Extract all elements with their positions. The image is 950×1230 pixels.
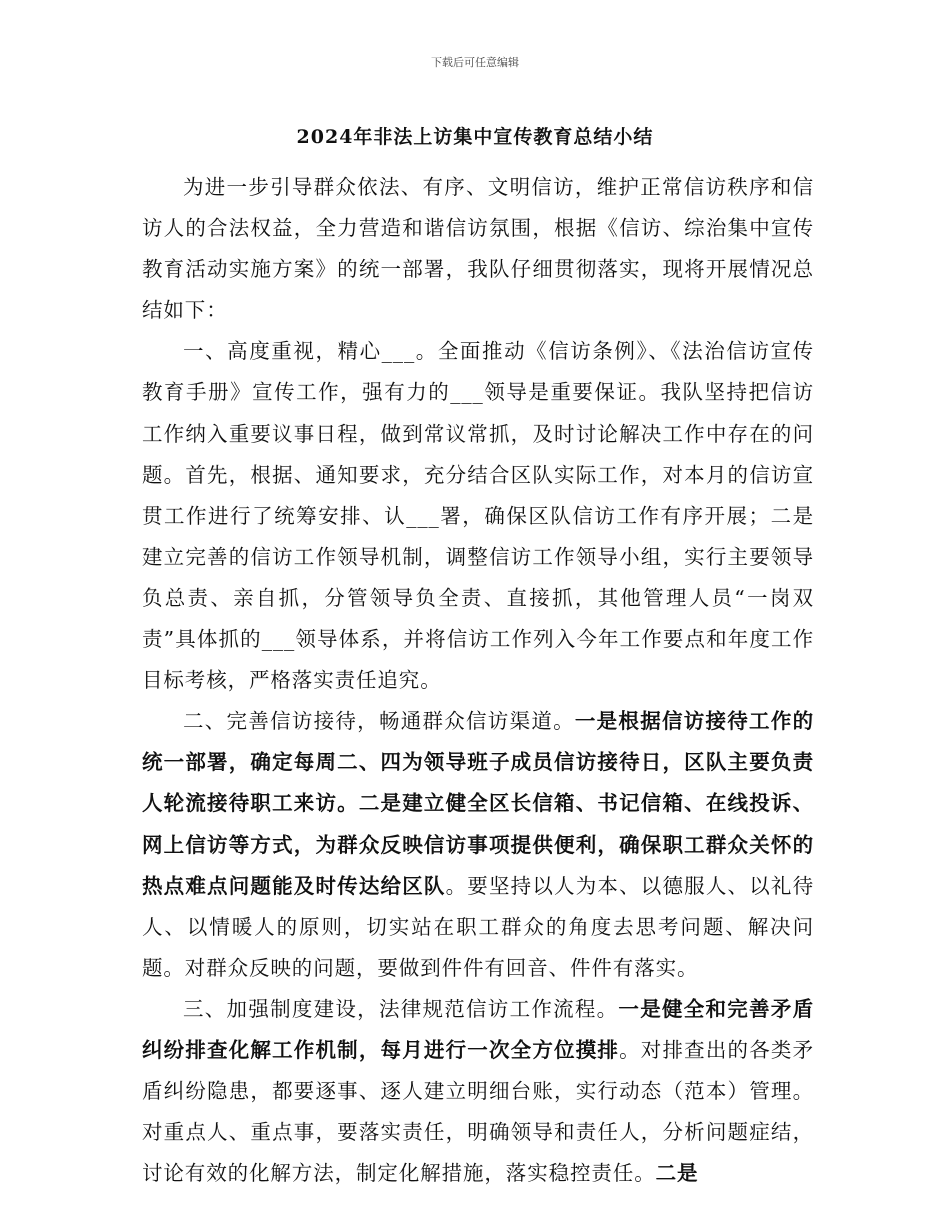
page-header: 下载后可任意编辑 xyxy=(431,56,519,69)
paragraph-intro xyxy=(142,167,814,331)
paragraph-section-1 xyxy=(142,331,814,701)
paragraph-text: 为进一步引导群众依法、有序、文明信访，维护正常信访秩序和信访人的合法权益，全力营造和谐信访氛围，根据《信访、综治集中宣传教育活动实施方案》的统一部署，我队仔细贯彻落实，现将开展情况总结如下： xyxy=(142,175,814,323)
document-title: 2024年非法上访集中宣传教育总结小结 xyxy=(296,126,654,148)
paragraph-section-3 xyxy=(142,989,814,1194)
paragraph-bold-text: 一是健全和完善矛盾纠纷排查化解工作机制，每月进行一次全方位摸排 xyxy=(142,996,814,1062)
paragraph-text: 。对排查出的各类矛盾纠纷隐患，都要逐事、逐人建立明细台账，实行动态（范本）管理。对重点人、重点事，要落实责任，明确领导和责任人，分析问题症结，讨论有效的化解方法，制定化解措施，落实稳控责任。 xyxy=(142,1037,814,1186)
document-body xyxy=(142,167,814,1194)
paragraph-bold-text: 二是 xyxy=(655,1161,699,1186)
paragraph-text: 三、加强制度建设，法律规范信访工作流程。 xyxy=(183,996,619,1021)
paragraph-text: 一、高度重视，精心___。全面推动《信访条例》、《法治信访宣传教育手册》宣传工作，强有力的___领导是重要保证。我队坚持把信访工作纳入重要议事日程，做到常议常抓，及时讨论解决工作中存在的问题。首先，根据、通知要求，充分结合区队实际工作，对本月的信访宣贯工作进行了统筹安排、认___署，确保区队信访工作有序开展；二是建立完善的信访工作领导机制，调整信访工作领导小组，实行主要领导负总责、亲自抓，分管领导负全责、直接抓，其他管理人员“一岗双责”具体抓的___领导体系，并将信访工作列入今年工作要点和年度工作目标考核，严格落实责任追究。 xyxy=(142,339,814,693)
paragraph-text: 。要坚持以人为本、以德服人、以礼待人、以情暖人的原则，切实站在职工群众的角度去思考问题、解决问题。对群众反映的问题，要做到件件有回音、件件有落实。 xyxy=(142,873,814,980)
paragraph-text: 二、完善信访接待，畅通群众信访渠道。 xyxy=(183,709,575,734)
paragraph-section-2 xyxy=(142,701,814,989)
paragraph-bold-text: 一是根据信访接待工作的统一部署，确定每周二、四为领导班子成员信访接待日，区队主要负责人轮流接待职工来访。二是建立健全区长信箱、书记信箱、在线投诉、网上信访等方式，为群众反映信访事项提供便利，确保职工群众关怀的热点难点问题能及时传达给区队 xyxy=(142,709,815,898)
